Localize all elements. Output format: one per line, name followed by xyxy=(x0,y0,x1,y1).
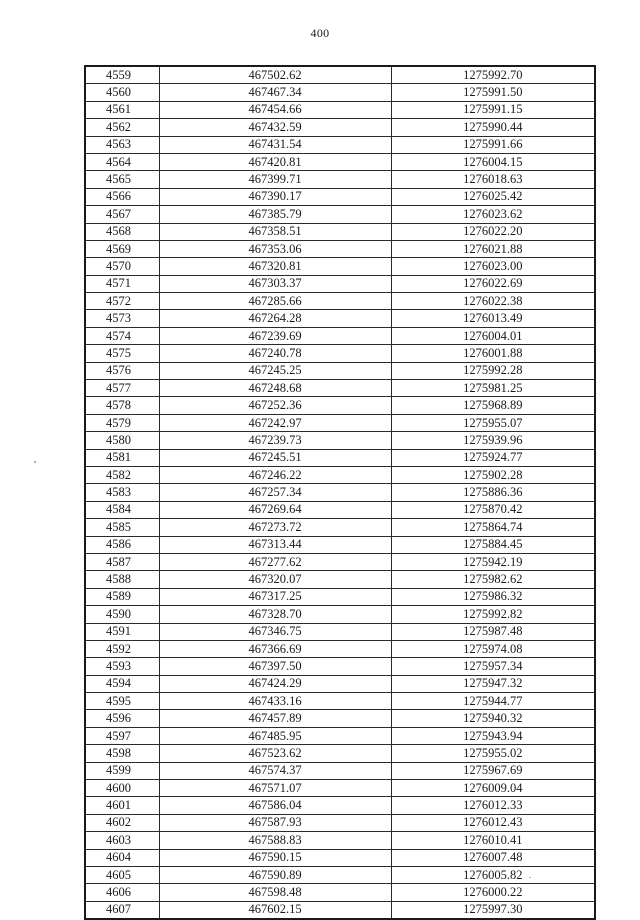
table-row xyxy=(85,849,595,866)
table-row xyxy=(85,101,595,118)
x-coordinate-cell: 467320.07 xyxy=(159,571,391,588)
point-number-cell: 4566 xyxy=(85,188,159,205)
table-row xyxy=(85,727,595,744)
table-row xyxy=(85,536,595,553)
point-number-cell: 4587 xyxy=(85,553,159,570)
x-coordinate-cell: 467248.68 xyxy=(159,380,391,397)
table-row xyxy=(85,310,595,327)
y-coordinate-cell: 1275957.34 xyxy=(391,658,595,675)
y-coordinate-cell: 1275902.28 xyxy=(391,466,595,483)
point-number-cell: 4575 xyxy=(85,345,159,362)
point-number-cell: 4567 xyxy=(85,206,159,223)
y-coordinate-cell: 1276001.88 xyxy=(391,345,595,362)
y-coordinate-cell: 1275990.44 xyxy=(391,119,595,136)
table-row xyxy=(85,571,595,588)
x-coordinate-cell: 467457.89 xyxy=(159,710,391,727)
x-coordinate-cell: 467399.71 xyxy=(159,171,391,188)
table-row xyxy=(85,206,595,223)
x-coordinate-cell: 467269.64 xyxy=(159,501,391,518)
x-coordinate-cell: 467252.36 xyxy=(159,397,391,414)
y-coordinate-cell: 1275955.02 xyxy=(391,745,595,762)
point-number-cell: 4592 xyxy=(85,640,159,657)
point-number-cell: 4582 xyxy=(85,466,159,483)
x-coordinate-cell: 467590.89 xyxy=(159,866,391,883)
table-row xyxy=(85,171,595,188)
point-number-cell: 4593 xyxy=(85,658,159,675)
x-coordinate-cell: 467313.44 xyxy=(159,536,391,553)
x-coordinate-cell: 467602.15 xyxy=(159,901,391,919)
x-coordinate-cell: 467598.48 xyxy=(159,884,391,901)
table-row xyxy=(85,866,595,883)
table-row xyxy=(85,884,595,901)
y-coordinate-cell: 1275986.32 xyxy=(391,588,595,605)
point-number-cell: 4598 xyxy=(85,745,159,762)
y-coordinate-cell: 1275943.94 xyxy=(391,727,595,744)
y-coordinate-cell: 1276007.48 xyxy=(391,849,595,866)
y-coordinate-cell: 1275992.28 xyxy=(391,362,595,379)
x-coordinate-cell: 467242.97 xyxy=(159,414,391,431)
x-coordinate-cell: 467390.17 xyxy=(159,188,391,205)
y-coordinate-cell: 1276000.22 xyxy=(391,884,595,901)
x-coordinate-cell: 467454.66 xyxy=(159,101,391,118)
scan-speck xyxy=(34,461,36,463)
point-number-cell: 4561 xyxy=(85,101,159,118)
point-number-cell: 4585 xyxy=(85,519,159,536)
point-number-cell: 4603 xyxy=(85,832,159,849)
table-row xyxy=(85,84,595,101)
point-number-cell: 4578 xyxy=(85,397,159,414)
point-number-cell: 4583 xyxy=(85,484,159,501)
table-row xyxy=(85,623,595,640)
y-coordinate-cell: 1276009.04 xyxy=(391,780,595,797)
point-number-cell: 4599 xyxy=(85,762,159,779)
table-row xyxy=(85,797,595,814)
x-coordinate-cell: 467523.62 xyxy=(159,745,391,762)
coordinate-table xyxy=(84,65,596,920)
point-number-cell: 4574 xyxy=(85,327,159,344)
point-number-cell: 4600 xyxy=(85,780,159,797)
point-number-cell: 4605 xyxy=(85,866,159,883)
point-number-cell: 4560 xyxy=(85,84,159,101)
x-coordinate-cell: 467346.75 xyxy=(159,623,391,640)
point-number-cell: 4586 xyxy=(85,536,159,553)
x-coordinate-cell: 467285.66 xyxy=(159,293,391,310)
y-coordinate-cell: 1276004.15 xyxy=(391,153,595,170)
table-row xyxy=(85,780,595,797)
point-number-cell: 4601 xyxy=(85,797,159,814)
y-coordinate-cell: 1276012.33 xyxy=(391,797,595,814)
y-coordinate-cell: 1275939.96 xyxy=(391,432,595,449)
point-number-cell: 4572 xyxy=(85,293,159,310)
table-row xyxy=(85,362,595,379)
y-coordinate-cell: 1276004.01 xyxy=(391,327,595,344)
table-row xyxy=(85,153,595,170)
table-row xyxy=(85,745,595,762)
x-coordinate-cell: 467273.72 xyxy=(159,519,391,536)
point-number-cell: 4568 xyxy=(85,223,159,240)
table-row xyxy=(85,832,595,849)
x-coordinate-cell: 467245.51 xyxy=(159,449,391,466)
x-coordinate-cell: 467590.15 xyxy=(159,849,391,866)
table-row xyxy=(85,66,595,84)
point-number-cell: 4581 xyxy=(85,449,159,466)
y-coordinate-cell: 1275981.25 xyxy=(391,380,595,397)
point-number-cell: 4602 xyxy=(85,814,159,831)
y-coordinate-cell: 1276010.41 xyxy=(391,832,595,849)
point-number-cell: 4576 xyxy=(85,362,159,379)
point-number-cell: 4590 xyxy=(85,606,159,623)
y-coordinate-cell: 1275870.42 xyxy=(391,501,595,518)
x-coordinate-cell: 467277.62 xyxy=(159,553,391,570)
table-row xyxy=(85,901,595,919)
y-coordinate-cell: 1275991.15 xyxy=(391,101,595,118)
point-number-cell: 4563 xyxy=(85,136,159,153)
table-row xyxy=(85,658,595,675)
y-coordinate-cell: 1275992.82 xyxy=(391,606,595,623)
x-coordinate-cell: 467317.25 xyxy=(159,588,391,605)
point-number-cell: 4606 xyxy=(85,884,159,901)
table-row xyxy=(85,345,595,362)
x-coordinate-cell: 467467.34 xyxy=(159,84,391,101)
x-coordinate-cell: 467587.93 xyxy=(159,814,391,831)
y-coordinate-cell: 1275987.48 xyxy=(391,623,595,640)
x-coordinate-cell: 467245.25 xyxy=(159,362,391,379)
x-coordinate-cell: 467586.04 xyxy=(159,797,391,814)
x-coordinate-cell: 467574.37 xyxy=(159,762,391,779)
table-row xyxy=(85,327,595,344)
y-coordinate-cell: 1276023.62 xyxy=(391,206,595,223)
table-row xyxy=(85,675,595,692)
x-coordinate-cell: 467571.07 xyxy=(159,780,391,797)
point-number-cell: 4604 xyxy=(85,849,159,866)
y-coordinate-cell: 1275940.32 xyxy=(391,710,595,727)
table-row xyxy=(85,414,595,431)
point-number-cell: 4562 xyxy=(85,119,159,136)
y-coordinate-cell: 1276012.43 xyxy=(391,814,595,831)
x-coordinate-cell: 467502.62 xyxy=(159,66,391,84)
point-number-cell: 4595 xyxy=(85,693,159,710)
table-row xyxy=(85,275,595,292)
point-number-cell: 4607 xyxy=(85,901,159,919)
point-number-cell: 4559 xyxy=(85,66,159,84)
x-coordinate-cell: 467239.69 xyxy=(159,327,391,344)
table-row xyxy=(85,119,595,136)
point-number-cell: 4573 xyxy=(85,310,159,327)
point-number-cell: 4597 xyxy=(85,727,159,744)
table-row xyxy=(85,519,595,536)
y-coordinate-cell: 1276005.82 xyxy=(391,866,595,883)
x-coordinate-cell: 467257.34 xyxy=(159,484,391,501)
x-coordinate-cell: 467303.37 xyxy=(159,275,391,292)
x-coordinate-cell: 467264.28 xyxy=(159,310,391,327)
x-coordinate-cell: 467366.69 xyxy=(159,640,391,657)
point-number-cell: 4588 xyxy=(85,571,159,588)
table-row xyxy=(85,588,595,605)
x-coordinate-cell: 467485.95 xyxy=(159,727,391,744)
point-number-cell: 4564 xyxy=(85,153,159,170)
y-coordinate-cell: 1275942.19 xyxy=(391,553,595,570)
point-number-cell: 4579 xyxy=(85,414,159,431)
table-row xyxy=(85,466,595,483)
point-number-cell: 4565 xyxy=(85,171,159,188)
point-number-cell: 4594 xyxy=(85,675,159,692)
point-number-cell: 4577 xyxy=(85,380,159,397)
point-number-cell: 4584 xyxy=(85,501,159,518)
y-coordinate-cell: 1275884.45 xyxy=(391,536,595,553)
point-number-cell: 4580 xyxy=(85,432,159,449)
y-coordinate-cell: 1275967.69 xyxy=(391,762,595,779)
table-row xyxy=(85,136,595,153)
x-coordinate-cell: 467239.73 xyxy=(159,432,391,449)
x-coordinate-cell: 467328.70 xyxy=(159,606,391,623)
y-coordinate-cell: 1275968.89 xyxy=(391,397,595,414)
table-row xyxy=(85,449,595,466)
table-row xyxy=(85,814,595,831)
point-number-cell: 4571 xyxy=(85,275,159,292)
page-number: 400 xyxy=(310,26,330,40)
table-row xyxy=(85,293,595,310)
x-coordinate-cell: 467431.54 xyxy=(159,136,391,153)
y-coordinate-cell: 1275955.07 xyxy=(391,414,595,431)
table-row xyxy=(85,693,595,710)
table-row xyxy=(85,432,595,449)
y-coordinate-cell: 1276018.63 xyxy=(391,171,595,188)
x-coordinate-cell: 467424.29 xyxy=(159,675,391,692)
y-coordinate-cell: 1275864.74 xyxy=(391,519,595,536)
y-coordinate-cell: 1275982.62 xyxy=(391,571,595,588)
x-coordinate-cell: 467353.06 xyxy=(159,240,391,257)
y-coordinate-cell: 1275992.70 xyxy=(391,66,595,84)
y-coordinate-cell: 1275944.77 xyxy=(391,693,595,710)
y-coordinate-cell: 1276025.42 xyxy=(391,188,595,205)
y-coordinate-cell: 1275991.50 xyxy=(391,84,595,101)
point-number-cell: 4596 xyxy=(85,710,159,727)
y-coordinate-cell: 1275947.32 xyxy=(391,675,595,692)
y-coordinate-cell: 1276022.20 xyxy=(391,223,595,240)
x-coordinate-cell: 467420.81 xyxy=(159,153,391,170)
point-number-cell: 4570 xyxy=(85,258,159,275)
table-row xyxy=(85,397,595,414)
table-row xyxy=(85,188,595,205)
x-coordinate-cell: 467588.83 xyxy=(159,832,391,849)
point-number-cell: 4569 xyxy=(85,240,159,257)
point-number-cell: 4589 xyxy=(85,588,159,605)
table-row xyxy=(85,258,595,275)
table-row xyxy=(85,223,595,240)
y-coordinate-cell: 1275974.08 xyxy=(391,640,595,657)
table-row xyxy=(85,553,595,570)
table-row xyxy=(85,640,595,657)
scan-speck xyxy=(529,877,531,878)
coordinate-table-body xyxy=(85,66,595,919)
y-coordinate-cell: 1276022.38 xyxy=(391,293,595,310)
table-row xyxy=(85,710,595,727)
x-coordinate-cell: 467397.50 xyxy=(159,658,391,675)
x-coordinate-cell: 467246.22 xyxy=(159,466,391,483)
x-coordinate-cell: 467240.78 xyxy=(159,345,391,362)
x-coordinate-cell: 467432.59 xyxy=(159,119,391,136)
x-coordinate-cell: 467358.51 xyxy=(159,223,391,240)
y-coordinate-cell: 1276013.49 xyxy=(391,310,595,327)
y-coordinate-cell: 1276021.88 xyxy=(391,240,595,257)
table-row xyxy=(85,484,595,501)
table-row xyxy=(85,606,595,623)
table-row xyxy=(85,501,595,518)
y-coordinate-cell: 1275991.66 xyxy=(391,136,595,153)
y-coordinate-cell: 1276023.00 xyxy=(391,258,595,275)
y-coordinate-cell: 1275997.30 xyxy=(391,901,595,919)
table-row xyxy=(85,762,595,779)
y-coordinate-cell: 1275924.77 xyxy=(391,449,595,466)
y-coordinate-cell: 1276022.69 xyxy=(391,275,595,292)
table-row xyxy=(85,240,595,257)
x-coordinate-cell: 467385.79 xyxy=(159,206,391,223)
point-number-cell: 4591 xyxy=(85,623,159,640)
x-coordinate-cell: 467433.16 xyxy=(159,693,391,710)
y-coordinate-cell: 1275886.36 xyxy=(391,484,595,501)
x-coordinate-cell: 467320.81 xyxy=(159,258,391,275)
table-row xyxy=(85,380,595,397)
